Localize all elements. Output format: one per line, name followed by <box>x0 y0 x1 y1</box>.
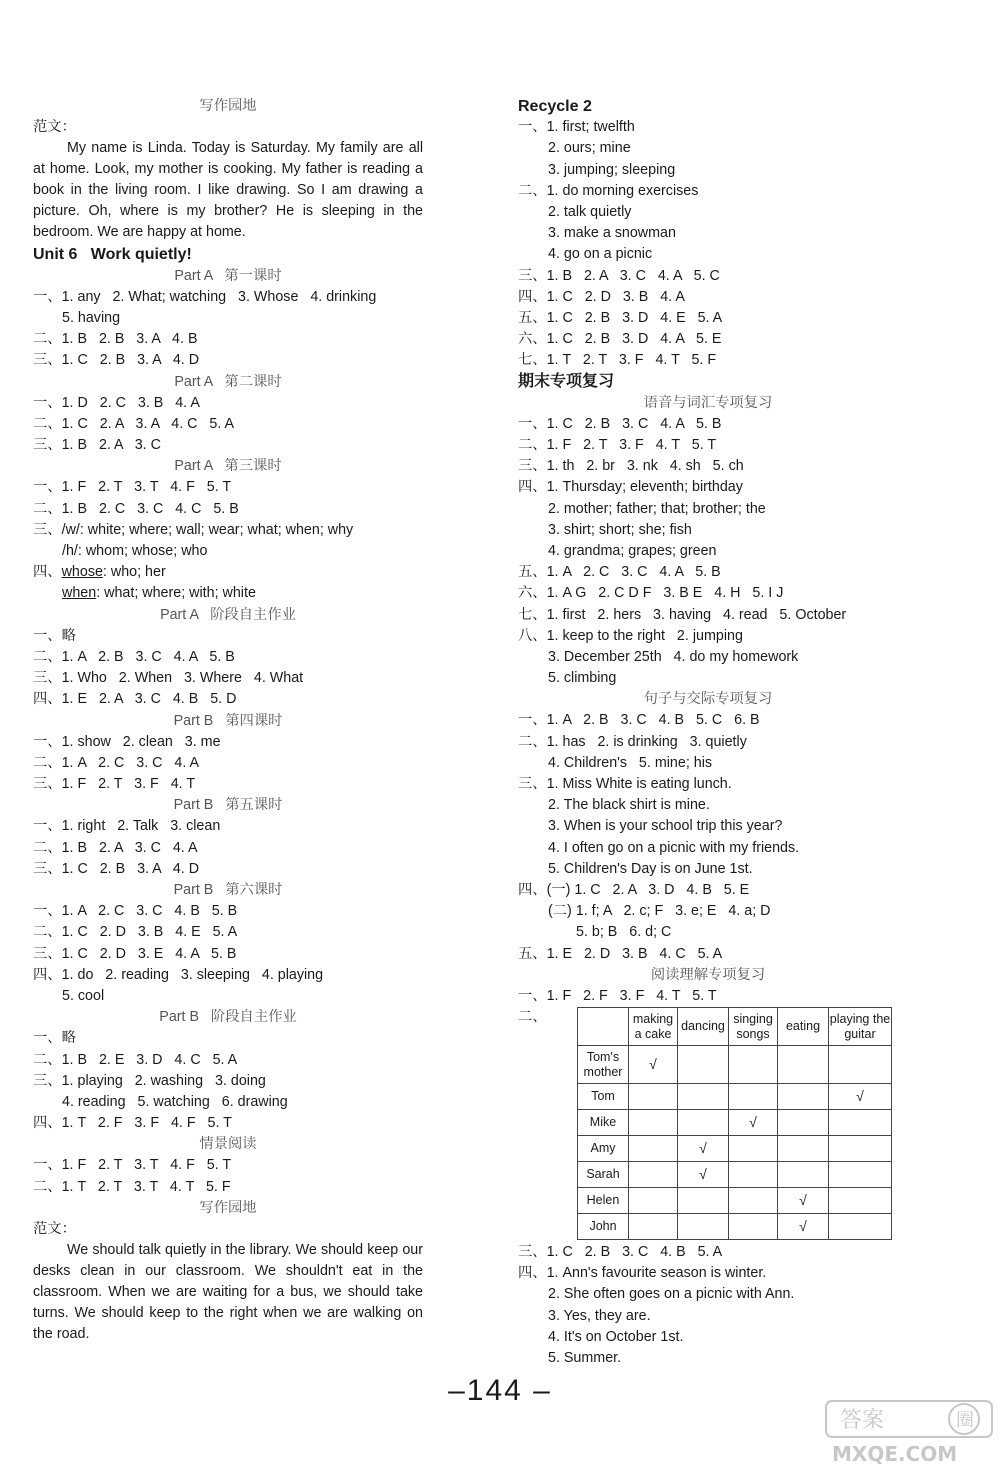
table-cell <box>678 1110 729 1136</box>
lesson-heading: Part A 阶段自主作业 <box>160 606 296 623</box>
answer-line: 5. Children's Day is on June 1st. <box>548 860 753 877</box>
answer-line: 三、1. Who 2. When 3. Where 4. What <box>33 670 304 687</box>
answer-line: 二、1. C 2. A 3. A 4. C 5. A <box>33 415 235 432</box>
table-row <box>578 1162 892 1188</box>
answer-line: 五、1. C 2. B 3. D 4. E 5. A <box>518 309 723 326</box>
answer-line: /h/: whom; whose; who <box>62 543 208 559</box>
table-cell <box>729 1110 778 1136</box>
question-number: 四、 <box>33 564 62 581</box>
table-cell <box>629 1110 678 1136</box>
answer-line: 五、1. E 2. D 3. B 4. C 5. A <box>518 945 723 962</box>
answer-line: 四、(一) 1. C 2. A 3. D 4. B 5. E <box>518 881 750 898</box>
row-label: John <box>578 1214 629 1240</box>
answer-line: 2. She often goes on a picnic with Ann. <box>548 1286 795 1303</box>
answer-line: 5. cool <box>62 987 105 1004</box>
answer-line: 二、1. T 2. T 3. T 4. T 5. F <box>33 1178 231 1195</box>
answer-line: 二、1. A 2. C 3. C 4. A <box>33 754 200 771</box>
section-heading: 阅读理解专项复习 <box>650 966 766 983</box>
table-cell <box>729 1214 778 1240</box>
svg-text:MXQE.COM: MXQE.COM <box>832 1442 958 1466</box>
answer-line: 4. reading 5. watching 6. drawing <box>62 1093 288 1110</box>
check-mark: √ <box>856 1087 864 1104</box>
answer-line: 2. The black shirt is mine. <box>548 797 710 814</box>
row-label: Mike <box>578 1110 629 1136</box>
table-cell <box>829 1188 892 1214</box>
answer-line: 四、1. T 2. F 3. F 4. F 5. T <box>33 1115 232 1132</box>
sample-label: 范文： <box>33 1221 76 1237</box>
answer-line: (二) 1. f; A 2. c; F 3. e; E 4. a; D <box>548 903 771 920</box>
table-cell <box>778 1136 829 1162</box>
answer-line: 一、1. C 2. B 3. C 4. A 5. B <box>518 415 722 432</box>
row-label: Tom's mother <box>578 1046 629 1084</box>
table-cell <box>678 1136 729 1162</box>
table-cell <box>829 1110 892 1136</box>
lesson-heading: Part A 第三课时 <box>174 458 282 475</box>
lesson-heading: Part A 第一课时 <box>174 267 282 284</box>
answer-line: 2. talk quietly <box>548 203 632 220</box>
table-cell <box>729 1084 778 1110</box>
table-cell <box>829 1214 892 1240</box>
table-cell <box>778 1188 829 1214</box>
table-cell <box>778 1214 829 1240</box>
underlined-word: when <box>62 585 97 602</box>
answer-line: 三、1. B 2. A 3. C <box>33 437 161 454</box>
table-header-row <box>578 1008 892 1046</box>
answer-line: 六、1. A G 2. C D F 3. B E 4. H 5. I J <box>518 585 784 602</box>
lesson-heading: 情景阅读 <box>199 1136 257 1153</box>
table-corner <box>578 1008 629 1046</box>
answer-line: 二、 <box>518 1009 547 1026</box>
table-row <box>578 1046 892 1084</box>
check-mark: √ <box>699 1139 707 1156</box>
answer-line: 二、1. B 2. E 3. D 4. C 5. A <box>33 1051 238 1068</box>
answer-line: 二、1. has 2. is drinking 3. quietly <box>518 733 747 750</box>
answer-line: 四、1. Ann's favourite season is winter. <box>518 1265 767 1282</box>
answer-line: 一、1. any 2. What; watching 3. Whose 4. drinking <box>33 288 377 305</box>
answer-line: 4. I often go on a picnic with my friends. <box>548 839 800 856</box>
column-header: dancing <box>678 1008 729 1046</box>
table-cell <box>829 1136 892 1162</box>
table-cell <box>678 1214 729 1240</box>
left-column <box>33 96 423 1345</box>
answer-line: 一、略 <box>33 1030 76 1047</box>
answer-line: 4. Children's 5. mine; his <box>548 754 713 771</box>
answer-line: 一、1. show 2. clean 3. me <box>33 733 221 750</box>
answer-line: 二、1. F 2. T 3. F 4. T 5. T <box>518 437 717 453</box>
lesson-heading: Part B 第六课时 <box>173 882 283 898</box>
answer-line: 三、1. th 2. br 3. nk 4. sh 5. ch <box>518 458 744 475</box>
answer-line: 4. go on a picnic <box>548 246 653 263</box>
table-row <box>578 1136 892 1162</box>
section-heading: 语音与词汇专项复习 <box>643 394 773 411</box>
answer-line: 5. b; B 6. d; C <box>576 924 672 941</box>
answer-line: 四、1. E 2. A 3. C 4. B 5. D <box>33 691 237 708</box>
lesson-heading: Part A 第二课时 <box>174 373 282 390</box>
column-header: singing songs <box>729 1008 778 1046</box>
table-cell <box>729 1046 778 1084</box>
answer-line: 一、1. F 2. F 3. F 4. T 5. T <box>518 987 717 1004</box>
svg-text:圈: 圈 <box>956 1410 974 1431</box>
answer-line: 一、略 <box>33 627 76 644</box>
underlined-word: whose <box>61 564 103 581</box>
answer-line: 二、1. A 2. B 3. C 4. A 5. B <box>33 648 235 665</box>
table-row <box>578 1084 892 1110</box>
unit-title: Unit 6 Work quietly! <box>33 246 192 264</box>
answer-line: 5. having <box>62 309 121 326</box>
answer-line: 二、1. C 2. D 3. B 4. E 5. A <box>33 924 238 941</box>
answer-line: 四、1. do 2. reading 3. sleeping 4. playing <box>33 966 324 983</box>
table-cell <box>729 1188 778 1214</box>
answer-line: 3. jumping; sleeping <box>548 161 676 178</box>
table-cell <box>729 1136 778 1162</box>
check-mark: √ <box>799 1217 807 1234</box>
sample-label: 范文： <box>33 119 76 136</box>
review-title: 期末专项复习 <box>518 373 615 391</box>
row-label: Amy <box>578 1136 629 1162</box>
lesson-heading: Part B 第四课时 <box>173 712 283 729</box>
answer-line: 六、1. C 2. B 3. D 4. A 5. E <box>518 331 722 348</box>
section-heading: 写作园地 <box>199 1199 257 1216</box>
answer-line: 三、1. B 2. A 3. C 4. A 5. C <box>518 267 720 284</box>
table-cell <box>678 1046 729 1084</box>
answer-line: 二、1. B 2. C 3. C 4. C 5. B <box>33 500 239 517</box>
recycle-title: Recycle 2 <box>518 98 592 115</box>
answer-line: 七、1. first 2. hers 3. having 4. read 5. October <box>518 606 847 623</box>
answer-line: 三、1. C 2. B 3. C 4. B 5. A <box>518 1244 723 1261</box>
answer-text: : who; her <box>102 564 166 581</box>
answer-line: 5. Summer. <box>548 1350 622 1366</box>
answer-line: 三、1. C 2. B 3. A 4. D <box>33 860 200 877</box>
answer-line: 2. mother; father; that; brother; the <box>548 500 766 517</box>
lesson-heading: Part B 第五课时 <box>173 797 283 814</box>
answer-line: 4. It's on October 1st. <box>548 1328 684 1345</box>
table-cell <box>778 1084 829 1110</box>
check-mark: √ <box>699 1165 707 1182</box>
table-cell <box>778 1046 829 1084</box>
column-header: making a cake <box>629 1008 678 1046</box>
table-cell <box>678 1188 729 1214</box>
table-row <box>578 1188 892 1214</box>
answer-line: 3. When is your school trip this year? <box>548 818 783 835</box>
svg-text:答案: 答案 <box>840 1408 885 1433</box>
table-cell <box>629 1162 678 1188</box>
answer-line: 三、1. playing 2. washing 3. doing <box>33 1072 266 1089</box>
table-cell <box>629 1136 678 1162</box>
answer-text: : what; where; with; white <box>96 585 256 602</box>
table-cell <box>829 1084 892 1110</box>
answer-line: 三、1. C 2. D 3. E 4. A 5. B <box>33 945 237 962</box>
answer-line: 四、1. Thursday; eleventh; birthday <box>518 479 743 496</box>
table-cell <box>629 1084 678 1110</box>
table-cell <box>778 1110 829 1136</box>
table-cell <box>629 1188 678 1214</box>
answer-line: 5. climbing <box>548 670 617 687</box>
answer-line: 三、1. Miss White is eating lunch. <box>518 776 732 792</box>
table-row <box>578 1110 892 1136</box>
answer-line: 3. shirt; short; she; fish <box>548 521 692 538</box>
answer-line: 一、1. D 2. C 3. B 4. A <box>33 394 200 411</box>
answer-line: 一、1. F 2. T 3. T 4. F 5. T <box>33 1157 232 1174</box>
table-cell <box>778 1162 829 1188</box>
answer-line: 2. ours; mine <box>548 140 631 157</box>
answer-line: 二、1. B 2. A 3. C 4. A <box>33 839 198 856</box>
answer-line: 二、1. do morning exercises <box>518 182 699 199</box>
sample-essay-2: We should talk quietly in the library. We should keep our desks clean in our classroom. We shouldn't eat in the classroom. When we are waiting for a bus, we should take turns. We should keep to the right when we are walking on the road. <box>33 1242 423 1343</box>
activity-table <box>577 1007 892 1240</box>
answer-line: 一、1. A 2. B 3. C 4. B 5. C 6. B <box>518 712 760 729</box>
table-cell <box>829 1162 892 1188</box>
answer-line <box>33 562 423 583</box>
row-label: Sarah <box>578 1162 629 1188</box>
table-cell <box>629 1214 678 1240</box>
row-label: Helen <box>578 1188 629 1214</box>
column-header: eating <box>778 1008 829 1046</box>
table-cell <box>678 1162 729 1188</box>
table-cell <box>829 1046 892 1084</box>
table-cell <box>729 1162 778 1188</box>
check-mark: √ <box>649 1055 657 1072</box>
check-mark: √ <box>749 1113 757 1130</box>
answer-line: 二、1. B 2. B 3. A 4. B <box>33 331 198 348</box>
sample-essay-1: My name is Linda. Today is Saturday. My family are all at home. Look, my mother is cooking. My father is reading a book in the living room. I like drawing. So I am drawing a picture. Oh, where is my brother? He is sleeping in the bedroom. We are happy at home. <box>33 140 423 241</box>
answer-line: 3. Yes, they are. <box>548 1307 651 1324</box>
page-number: –144 – <box>448 1374 552 1407</box>
answer-line: 三、/w/: white; where; wall; wear; what; when; why <box>33 521 354 538</box>
answer-line: 三、1. C 2. B 3. A 4. D <box>33 352 200 369</box>
answer-line: 3. December 25th 4. do my homework <box>548 648 799 665</box>
lesson-heading: Part B 阶段自主作业 <box>159 1009 297 1026</box>
section-heading: 句子与交际专项复习 <box>643 691 773 708</box>
table-cell <box>629 1046 678 1084</box>
answer-line: 八、1. keep to the right 2. jumping <box>518 627 743 644</box>
answer-line: 4. grandma; grapes; green <box>548 542 717 559</box>
answer-line: 一、1. F 2. T 3. T 4. F 5. T <box>33 479 232 496</box>
table-row <box>578 1214 892 1240</box>
answer-line: 一、1. right 2. Talk 3. clean <box>33 818 221 835</box>
answer-line: 三、1. F 2. T 3. F 4. T <box>33 776 196 793</box>
table-cell <box>678 1084 729 1110</box>
answer-line: 一、1. A 2. C 3. C 4. B 5. B <box>33 903 238 920</box>
column-header: playing the guitar <box>829 1008 892 1046</box>
answer-line <box>33 583 423 604</box>
answer-line: 3. make a snowman <box>548 225 676 242</box>
check-mark: √ <box>799 1191 807 1208</box>
answer-line: 一、1. first; twelfth <box>518 119 635 136</box>
answer-line: 七、1. T 2. T 3. F 4. T 5. F <box>518 352 717 369</box>
watermark-logo <box>824 1397 994 1467</box>
answer-line: 五、1. A 2. C 3. C 4. A 5. B <box>518 564 721 581</box>
section-heading: 写作园地 <box>199 98 257 114</box>
answer-line: 四、1. C 2. D 3. B 4. A <box>518 288 685 305</box>
row-label: Tom <box>578 1084 629 1110</box>
